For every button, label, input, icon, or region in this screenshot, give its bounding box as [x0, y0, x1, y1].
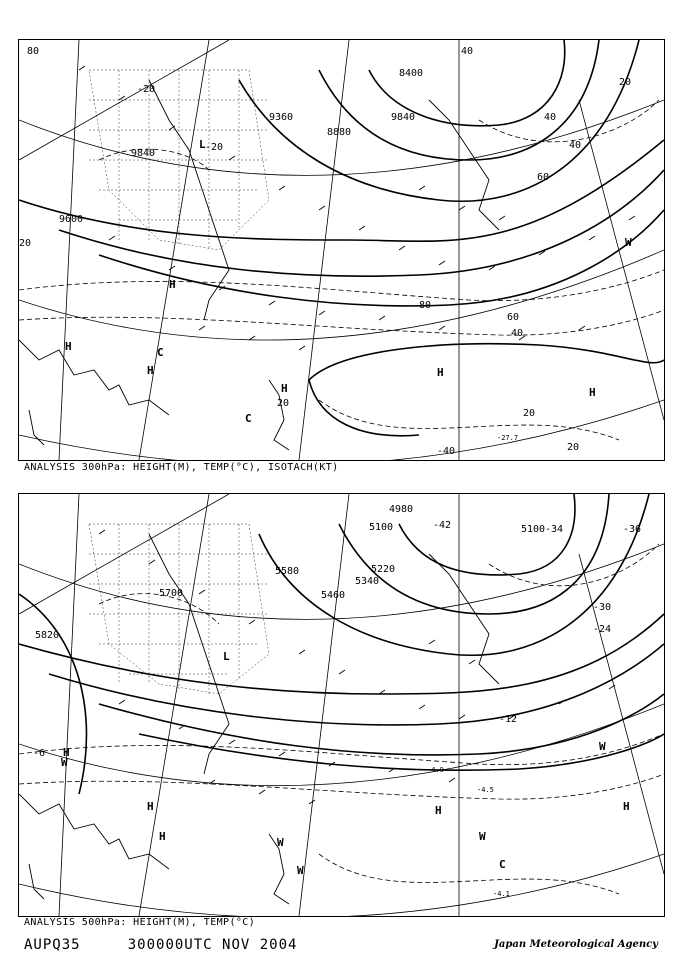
temperature-label: -4.9: [427, 766, 444, 774]
isotach-label: 60: [507, 312, 520, 323]
analysis-500hpa-map: [18, 493, 665, 917]
isotach-label: 80: [419, 300, 432, 311]
height-label: 9840: [131, 148, 156, 159]
isotach-label: 40: [544, 112, 557, 123]
cold-center: C: [157, 346, 164, 359]
temperature-label: -24: [593, 624, 612, 635]
low-center: L: [223, 650, 230, 663]
high-center: H: [147, 364, 154, 377]
valid-time: 300000UTC NOV 2004: [127, 937, 298, 953]
temperature-label: -4.1: [493, 890, 510, 898]
temperature-label: -20: [137, 84, 156, 95]
height-label: 9360: [269, 112, 294, 123]
temperature-label: -20: [205, 142, 224, 153]
high-center: H: [281, 382, 288, 395]
coastline: [19, 80, 499, 450]
height-label: 5820: [35, 630, 60, 641]
high-center: H: [65, 340, 72, 353]
pressure-centers: [61, 650, 630, 877]
warm-center: W: [625, 236, 632, 249]
warm-center: W: [479, 830, 486, 843]
panel-caption-300hpa: ANALYSIS 300hPa: HEIGHT(M), TEMP(°C), ISOTACH(KT): [24, 462, 339, 473]
height-label: 4980: [389, 504, 414, 515]
temperature-label: -6: [33, 748, 46, 759]
isotach-label: 20: [523, 408, 536, 419]
height-label: 5460: [321, 590, 346, 601]
temperature-label: -34: [545, 524, 564, 535]
wind-barbs: [99, 530, 615, 804]
high-center: H: [589, 386, 596, 399]
low-center: L: [199, 138, 206, 151]
isotach-label: 40: [569, 140, 582, 151]
high-center: H: [147, 800, 154, 813]
analysis-300hpa-map: [18, 39, 665, 461]
warm-center: W: [599, 740, 606, 753]
isotach-label: 40: [511, 328, 524, 339]
coastline: [19, 534, 499, 904]
warm-center: W: [277, 836, 284, 849]
temperature-label: -27.7: [497, 434, 519, 442]
temperature-label: -36: [623, 524, 642, 535]
height-label: 8880: [327, 127, 352, 138]
temperature-label: -42: [433, 520, 452, 531]
isotach-label: 60: [537, 172, 550, 183]
high-center: H: [435, 804, 442, 817]
warm-center: W: [297, 864, 304, 877]
height-label: 5580: [275, 566, 300, 577]
height-label: 5340: [355, 576, 380, 587]
height-label: 5100: [369, 522, 394, 533]
high-center: H: [623, 800, 630, 813]
high-center: H: [169, 278, 176, 291]
map-500hpa-svg: [19, 494, 664, 916]
isotach-labels: [19, 46, 631, 453]
isotach-label: 20: [619, 77, 632, 88]
chart-identifier: [24, 937, 297, 953]
hatched-area: [89, 70, 269, 250]
graticule: [19, 494, 664, 916]
height-label: 8400: [399, 68, 424, 79]
warm-center: W: [61, 756, 68, 769]
isotach-label: 80: [27, 46, 40, 57]
height-label: 9840: [391, 112, 416, 123]
cold-center: C: [245, 412, 252, 425]
temperature-label: -4.5: [477, 786, 494, 794]
panel-caption-500hpa: ANALYSIS 500hPa: HEIGHT(M), TEMP(°C): [24, 917, 256, 928]
temperature-label: -12: [499, 714, 518, 725]
temperature-labels: [33, 520, 641, 898]
height-labels: [59, 68, 423, 225]
height-label: 5220: [371, 564, 396, 575]
map-300hpa-svg: [19, 40, 664, 460]
wind-barbs: [79, 66, 635, 350]
temperature-label: -40: [437, 446, 456, 457]
high-center: H: [159, 830, 166, 843]
isotach-label: 20: [19, 238, 32, 249]
chart-code: AUPQ35: [24, 937, 81, 953]
height-label: 9600: [59, 214, 84, 225]
isotach-label: 20: [277, 398, 290, 409]
graticule: [19, 40, 664, 460]
isotach-label: 20: [567, 442, 580, 453]
high-center: H: [63, 746, 70, 759]
isotach-contours: [19, 100, 664, 440]
temperature-label: -30: [593, 602, 612, 613]
height-label: 5100: [521, 524, 546, 535]
isotach-label: 40: [461, 46, 474, 57]
high-center: H: [437, 366, 444, 379]
cold-center: C: [499, 858, 506, 871]
height-contours: [19, 40, 664, 436]
agency-credit: Japan Meteorological Agency: [494, 939, 658, 950]
height-label: 5700: [159, 588, 184, 599]
